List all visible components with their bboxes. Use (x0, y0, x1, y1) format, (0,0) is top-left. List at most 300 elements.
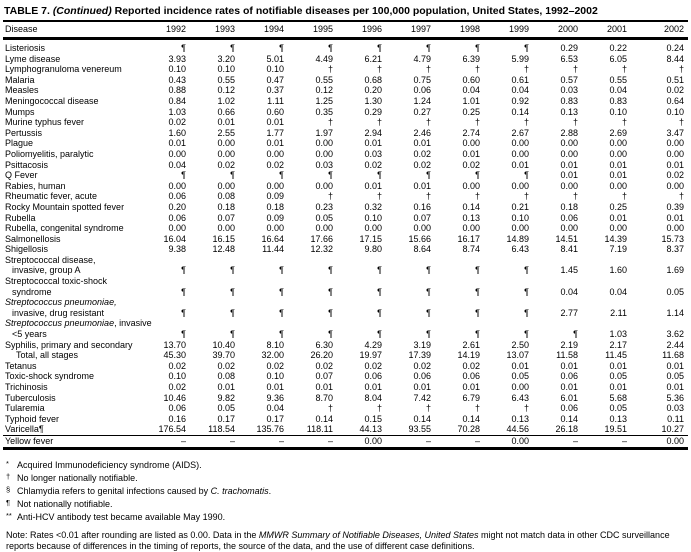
rate-cell: † (523, 191, 529, 202)
disease-label-line: Lymphogranuloma venereum (5, 64, 122, 75)
rate-cell: 0.00 (511, 148, 529, 159)
rate-cell: ¶ (230, 265, 235, 276)
disease-label-line: Plague (5, 138, 34, 149)
rate-cell: 0.06 (560, 212, 578, 223)
rate-cell: 0.06 (168, 191, 186, 202)
rate-cell: 7.42 (413, 392, 431, 403)
rate-cell: 0.57 (560, 74, 578, 85)
rate-cell: ¶ (475, 329, 480, 340)
rate-cell: 0.00 (560, 148, 578, 159)
rate-cell: ¶ (377, 307, 382, 318)
rate-cell: 0.02 (462, 159, 480, 170)
rate-cell: 16.04 (163, 233, 186, 244)
disease-label (3, 191, 141, 202)
rate-cell: 2.17 (609, 339, 627, 350)
rate-cell: † (474, 64, 480, 75)
rate-cell: 0.03 (666, 403, 684, 414)
rate-cell: – (239, 435, 288, 448)
rate-cell: 14.19 (457, 350, 480, 361)
rate-cell: 44.13 (359, 424, 382, 435)
rate-cell: † (678, 191, 684, 202)
year-column-header: 1994 (239, 21, 288, 39)
incidence-rates-table (3, 20, 688, 450)
rate-cell: ¶ (279, 43, 284, 53)
rate-cell: 0.02 (168, 382, 186, 392)
disease-label-line: Syphilis, primary and secondary (5, 339, 133, 350)
disease-label (3, 361, 141, 372)
rate-cell: 0.01 (511, 159, 529, 170)
disease-label (3, 85, 141, 96)
table-row (3, 234, 688, 245)
rate-cell: † (621, 117, 627, 128)
rate-cell: ¶ (475, 43, 480, 53)
disease-label-line: Salmonellosis (5, 233, 61, 244)
table-row (3, 117, 688, 128)
rate-cell: 10.46 (163, 392, 186, 403)
rate-cell: 0.07 (413, 212, 431, 223)
rate-cell: 135.76 (256, 424, 284, 435)
rate-cell: 6.79 (462, 392, 480, 403)
rate-cell: 1.77 (266, 127, 284, 138)
rate-cell: 9.38 (168, 244, 186, 255)
disease-label-line: invasive, drug resistant (12, 307, 105, 318)
rate-cell: 2.67 (511, 127, 529, 138)
rate-cell: 0.00 (560, 138, 578, 149)
rate-cell: ¶ (328, 286, 333, 297)
rate-cell: 1.02 (217, 95, 235, 106)
disease-label-line: Trichinosis (5, 382, 48, 392)
rate-cell: † (376, 117, 382, 128)
rate-cell: 0.83 (609, 95, 627, 106)
rate-cell: 0.68 (364, 74, 382, 85)
disease-label-line: Tuberculosis (5, 392, 56, 403)
rate-cell: ¶ (377, 43, 382, 53)
rate-cell: – (190, 435, 239, 448)
disease-label (3, 170, 141, 181)
footnote: ¶ Not nationally notifiable. (6, 497, 113, 509)
rate-cell: 6.01 (560, 392, 578, 403)
disease-label-line: Varicella¶ (5, 424, 44, 435)
rate-cell: 0.06 (364, 371, 382, 382)
rate-cell: 0.01 (560, 360, 578, 371)
rate-cell: ¶ (279, 307, 284, 318)
table-row (3, 244, 688, 255)
rate-cell: 0.00 (560, 180, 578, 191)
rate-cell: 26.20 (310, 350, 333, 361)
rate-cell: 0.00 (337, 435, 386, 448)
rate-cell: 1.25 (315, 95, 333, 106)
rate-cell: 0.06 (560, 371, 578, 382)
rate-cell: 2.44 (666, 339, 684, 350)
rate-cell: 4.79 (413, 53, 431, 64)
disease-label (3, 96, 141, 107)
disease-label (3, 117, 141, 128)
rate-cell: † (678, 117, 684, 128)
rate-cell: 0.01 (609, 170, 627, 181)
rate-cell: 8.41 (560, 244, 578, 255)
rate-cell: 16.64 (261, 233, 284, 244)
rate-cell: 0.00 (217, 180, 235, 191)
rate-cell: 0.13 (609, 413, 627, 424)
rate-cell: 0.13 (462, 212, 480, 223)
rate-cell: 8.64 (413, 244, 431, 255)
rate-cell: 17.39 (408, 350, 431, 361)
table-row (3, 107, 688, 118)
disease-label-line: Streptococcal disease, (5, 254, 96, 265)
table-row (3, 414, 688, 425)
disease-label (3, 223, 141, 234)
rate-cell: 0.83 (560, 95, 578, 106)
rate-cell: 0.92 (511, 95, 529, 106)
rate-cell: 8.70 (315, 392, 333, 403)
table-row (3, 393, 688, 404)
rate-cell: 0.14 (462, 413, 480, 424)
rate-cell: 0.20 (168, 201, 186, 212)
rate-cell: 0.61 (511, 74, 529, 85)
rate-cell: 0.01 (364, 180, 382, 191)
rate-cell: 0.27 (413, 106, 431, 117)
rate-cell: 0.00 (266, 180, 284, 191)
rate-cell: 1.11 (267, 95, 284, 106)
rate-cell: 0.04 (462, 85, 480, 96)
rate-cell: 16.17 (457, 233, 480, 244)
rate-cell: ¶ (279, 329, 284, 340)
table-row (3, 202, 688, 213)
rate-cell: 39.70 (212, 350, 235, 361)
rate-cell: 0.00 (266, 223, 284, 234)
rate-cell: † (474, 191, 480, 202)
rate-cell: ¶ (377, 286, 382, 297)
rate-cell: 0.05 (511, 371, 529, 382)
rate-cell: ¶ (328, 307, 333, 318)
rate-cell: 0.02 (364, 360, 382, 371)
rate-cell: ¶ (524, 307, 529, 318)
rate-cell: 0.06 (413, 85, 431, 96)
disease-label-line: Measles (5, 85, 39, 96)
rate-cell: † (327, 191, 333, 202)
rate-cell: ¶ (181, 170, 186, 181)
header-row (3, 21, 688, 39)
disease-label (3, 75, 141, 86)
rate-cell: 0.18 (217, 201, 235, 212)
rate-cell: 3.93 (168, 53, 186, 64)
rate-cell: 0.06 (462, 371, 480, 382)
footnote: * Acquired Immunodeficiency syndrome (AIDS). (6, 458, 202, 470)
year-column-header: 1993 (190, 21, 239, 39)
rate-cell: 0.01 (666, 212, 684, 223)
rate-cell: ¶ (230, 307, 235, 318)
rate-cell: 0.04 (168, 159, 186, 170)
table-row (3, 371, 688, 382)
disease-label (3, 202, 141, 213)
table-row (3, 181, 688, 192)
rate-cell: 0.00 (217, 223, 235, 234)
rate-cell: 0.14 (462, 201, 480, 212)
rate-cell: 0.16 (413, 201, 431, 212)
rate-cell: 12.48 (212, 244, 235, 255)
rate-cell: † (678, 64, 684, 75)
table-row (3, 350, 688, 361)
rate-cell: 0.05 (666, 286, 684, 297)
rate-cell: 5.68 (609, 392, 627, 403)
rate-cell: 0.75 (413, 74, 431, 85)
rate-cell: 0.00 (511, 382, 529, 392)
rate-cell: 6.43 (511, 244, 529, 255)
rate-cell: 0.01 (560, 159, 578, 170)
rate-cell: † (425, 403, 431, 414)
rate-cell: 0.01 (217, 382, 235, 392)
rate-cell: 10.40 (212, 339, 235, 350)
rate-cell: 1.60 (609, 265, 627, 276)
rate-cell: 0.02 (413, 159, 431, 170)
rate-cell: ¶ (426, 286, 431, 297)
rate-cell: 2.94 (364, 127, 382, 138)
rate-cell: ¶ (279, 170, 284, 181)
rate-cell: † (376, 64, 382, 75)
rate-cell: 0.06 (560, 403, 578, 414)
rate-cell: † (621, 191, 627, 202)
rate-cell: 0.55 (609, 74, 627, 85)
rate-cell: 2.46 (413, 127, 431, 138)
disease-label (3, 414, 141, 425)
table-row (3, 318, 688, 339)
disease-label-line: Malaria (5, 74, 35, 85)
disease-label (3, 138, 141, 149)
rate-cell: † (425, 191, 431, 202)
rate-cell: ¶ (426, 307, 431, 318)
footnote: § Chlamydia refers to genital infections caused by C. trachomatis. (6, 484, 272, 496)
table-row (3, 75, 688, 86)
rate-cell: – (582, 435, 631, 448)
rate-cell: 9.36 (266, 392, 284, 403)
rate-cell: † (376, 191, 382, 202)
rate-cell: – (533, 435, 582, 448)
footnote-marker: ** (6, 510, 12, 520)
rate-cell: 0.88 (168, 85, 186, 96)
rate-cell: 0.00 (511, 180, 529, 191)
rate-cell: 0.08 (217, 191, 235, 202)
rate-cell: 5.36 (666, 392, 684, 403)
rate-cell: 0.01 (666, 360, 684, 371)
disease-label-line: Streptococcus pneumoniae, invasive (5, 318, 152, 329)
disease-label-line: Pertussis (5, 127, 43, 138)
rate-cell: 0.00 (609, 223, 627, 234)
rate-cell: ¶ (426, 43, 431, 53)
table-row (3, 213, 688, 224)
rate-cell: 0.00 (609, 180, 627, 191)
rate-cell: ¶ (524, 43, 529, 53)
disease-label (3, 244, 141, 255)
disease-label-line: Yellow fever (5, 435, 54, 446)
rate-cell: 0.01 (413, 138, 431, 149)
rate-cell: 0.29 (364, 106, 382, 117)
rate-cell: 0.07 (217, 212, 235, 223)
rate-cell: 0.60 (266, 106, 284, 117)
disease-label (3, 234, 141, 245)
rate-cell: 0.18 (266, 201, 284, 212)
rate-cell: 0.00 (484, 435, 533, 448)
rate-cell: 3.62 (666, 329, 684, 340)
rate-cell: 0.00 (462, 138, 480, 149)
rate-cell: 0.32 (364, 201, 382, 212)
rate-cell: 0.10 (511, 212, 529, 223)
rate-cell: 0.10 (666, 106, 684, 117)
rate-cell: ¶ (426, 170, 431, 181)
rate-cell: 17.66 (310, 233, 333, 244)
rate-cell: ¶ (181, 286, 186, 297)
year-column-header: 1996 (337, 21, 386, 39)
rate-cell: 0.01 (266, 382, 284, 392)
rate-cell: 0.00 (511, 138, 529, 149)
rate-cell: 0.01 (511, 360, 529, 371)
rate-cell: ¶ (230, 286, 235, 297)
rate-cell: 0.00 (462, 223, 480, 234)
disease-label (3, 181, 141, 192)
rate-cell: 0.17 (266, 413, 284, 424)
disease-label-line: Streptococcus pneumoniae, (5, 297, 117, 308)
rate-cell: 0.01 (168, 138, 186, 149)
rate-cell: ¶ (524, 265, 529, 276)
disease-label-line: syndrome (12, 286, 52, 297)
footnotes (3, 459, 688, 524)
column-header-disease: Disease (3, 21, 141, 39)
rate-cell: 0.43 (168, 74, 186, 85)
rate-cell: ¶ (475, 286, 480, 297)
rate-cell: – (288, 435, 337, 448)
rate-cell: 0.47 (266, 74, 284, 85)
rate-cell: 1.24 (413, 95, 431, 106)
rate-cell: † (474, 403, 480, 414)
disease-label-line: Q Fever (5, 170, 38, 181)
rate-cell: 0.21 (511, 201, 529, 212)
rate-cell: 7.19 (609, 244, 627, 255)
rate-cell: 1.14 (666, 307, 684, 318)
rate-cell: ¶ (181, 43, 186, 53)
rate-cell: 13.07 (506, 350, 529, 361)
rate-cell: 0.00 (666, 223, 684, 234)
rate-cell: 0.01 (609, 360, 627, 371)
disease-label (3, 371, 141, 382)
rate-cell: 0.84 (168, 95, 186, 106)
rate-cell: 0.01 (364, 382, 382, 392)
table-row (3, 128, 688, 139)
disease-label (3, 64, 141, 75)
rate-cell: 2.11 (610, 307, 627, 318)
rate-cell: ¶ (377, 170, 382, 181)
rate-cell: 0.00 (168, 223, 186, 234)
rate-cell: ¶ (181, 265, 186, 276)
rate-cell: 0.00 (462, 180, 480, 191)
rate-cell: 17.15 (359, 233, 382, 244)
table-row (3, 138, 688, 149)
disease-label-line: Toxic-shock syndrome (5, 371, 95, 382)
rate-cell: 0.25 (462, 106, 480, 117)
rate-cell: 0.00 (364, 223, 382, 234)
rate-cell: 11.68 (662, 350, 684, 361)
rate-cell: – (435, 435, 484, 448)
rate-cell: † (572, 64, 578, 75)
rate-cell: 0.03 (560, 85, 578, 96)
rate-cell: 0.00 (666, 148, 684, 159)
rate-cell: ¶ (475, 265, 480, 276)
rate-cell: 1.97 (315, 127, 333, 138)
disease-label (3, 382, 141, 393)
rate-cell: 3.20 (217, 53, 235, 64)
year-column-header: 1992 (141, 21, 190, 39)
disease-label (3, 54, 141, 65)
rate-cell: 6.39 (462, 53, 480, 64)
rate-cell: † (425, 64, 431, 75)
year-column-header: 1999 (484, 21, 533, 39)
rate-cell: 2.19 (560, 339, 578, 350)
rate-cell: 0.05 (217, 403, 235, 414)
rate-cell: 2.77 (560, 307, 578, 318)
rate-cell: ¶ (328, 329, 333, 340)
rate-cell: ¶ (230, 170, 235, 181)
rate-cell: 0.01 (609, 382, 627, 392)
rate-cell: 0.03 (315, 159, 333, 170)
disease-label-line: Mumps (5, 106, 35, 117)
rate-cell: 70.28 (457, 424, 480, 435)
rate-cell: 0.06 (168, 212, 186, 223)
rate-cell: 2.61 (462, 339, 480, 350)
rate-cell: † (425, 117, 431, 128)
rate-cell: 1.69 (666, 265, 684, 276)
rate-cell: 0.10 (266, 371, 284, 382)
table-row (3, 149, 688, 160)
rate-cell: 32.00 (261, 350, 284, 361)
rate-cell: 0.04 (560, 286, 578, 297)
rate-cell: 0.55 (315, 74, 333, 85)
rate-cell: ¶ (426, 265, 431, 276)
rate-cell: 19.51 (604, 424, 627, 435)
rate-cell: 0.39 (666, 201, 684, 212)
rate-cell: 0.00 (315, 148, 333, 159)
disease-label-line: Tetanus (5, 360, 37, 371)
rate-cell: 0.00 (217, 138, 235, 149)
rate-cell: 0.66 (217, 106, 235, 117)
rate-cell: 0.10 (609, 106, 627, 117)
table-title-continued: (Continued) (52, 5, 112, 17)
rate-cell: 0.00 (631, 435, 688, 448)
rate-cell: 8.74 (462, 244, 480, 255)
rate-cell: 0.12 (217, 85, 235, 96)
rate-cell: † (572, 191, 578, 202)
rate-cell: 0.01 (413, 382, 431, 392)
footnote: ** Anti-HCV antibody test became available May 1990. (6, 510, 226, 522)
rate-cell: ¶ (279, 286, 284, 297)
rate-cell: 0.05 (315, 212, 333, 223)
rate-cell: ¶ (524, 170, 529, 181)
rate-cell: ¶ (328, 43, 333, 53)
rate-cell: 0.00 (315, 223, 333, 234)
footnote-marker: ¶ (6, 497, 11, 507)
table-row (3, 382, 688, 393)
rate-cell: 0.16 (168, 413, 186, 424)
rate-cell: 6.30 (315, 339, 333, 350)
table-row (3, 340, 688, 351)
rate-cell: 0.17 (217, 413, 235, 424)
rate-cell: 0.02 (462, 360, 480, 371)
table-row (3, 297, 688, 318)
rate-cell: 0.06 (168, 403, 186, 414)
rate-cell: 3.19 (413, 339, 431, 350)
rate-cell: 0.02 (364, 159, 382, 170)
rate-cell: 0.00 (666, 138, 684, 149)
footnote-marker: § (6, 484, 11, 494)
rate-cell: 0.11 (667, 413, 684, 424)
rate-cell: 0.02 (315, 360, 333, 371)
